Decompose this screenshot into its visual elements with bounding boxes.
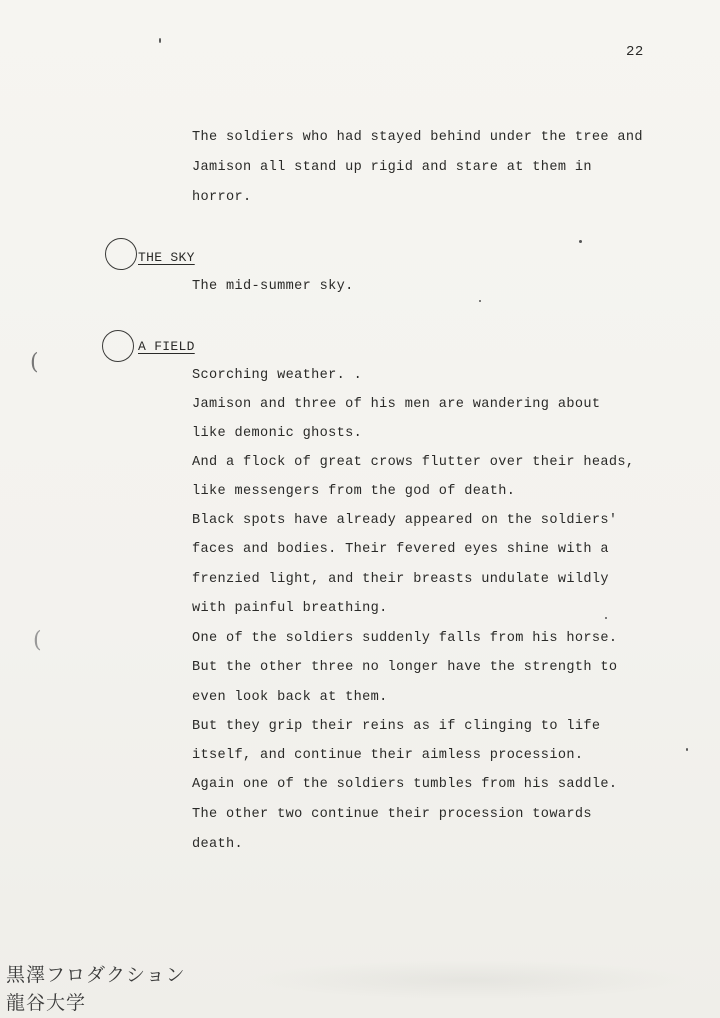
scene-marker-circle — [105, 238, 137, 270]
paper-smudge — [250, 960, 690, 1000]
scene-line: But the other three no longer have the strength to — [192, 660, 618, 675]
scene-line: itself, and continue their aimless procession. — [192, 748, 584, 763]
scene-line: But they grip their reins as if clinging to life — [192, 719, 601, 734]
intro-line: horror. — [192, 190, 252, 205]
scene-heading-sky: THE SKY — [138, 250, 195, 265]
scene-line: Again one of the soldiers tumbles from his saddle. — [192, 777, 618, 792]
scene-line: Black spots have already appeared on the soldiers' — [192, 513, 618, 528]
page-number: 22 — [626, 44, 644, 60]
paper-speck — [159, 38, 161, 43]
paper-speck — [579, 240, 582, 243]
margin-bracket-mark: ( — [30, 350, 39, 375]
scene-line: Scorching weather. . — [192, 368, 363, 383]
scene-heading-field: A FIELD — [138, 339, 195, 354]
scene-line: with painful breathing. — [192, 601, 388, 616]
margin-bracket-mark: ( — [33, 628, 42, 653]
scene-line: frenzied light, and their breasts undulate wildly — [192, 572, 609, 587]
scene-line: The other two continue their procession towards — [192, 807, 592, 822]
archive-watermark-line2: 龍谷大学 — [6, 992, 87, 1014]
scene-line: like demonic ghosts. — [192, 426, 363, 441]
paper-speck — [605, 617, 607, 619]
scene-line: even look back at them. — [192, 690, 388, 705]
scene-marker-circle — [102, 330, 134, 362]
scene-line: faces and bodies. Their fevered eyes shine with a — [192, 542, 609, 557]
scene-line: death. — [192, 837, 244, 852]
scene-line: like messengers from the god of death. — [192, 484, 516, 499]
scene-line: Jamison and three of his men are wandering about — [192, 397, 601, 412]
paper-speck — [479, 300, 481, 302]
scene-line: The mid-summer sky. — [192, 279, 354, 294]
intro-line: The soldiers who had stayed behind under the tree and — [192, 130, 643, 145]
paper-speck — [686, 748, 688, 751]
archive-watermark-line1: 黒澤フロダクション — [6, 964, 186, 986]
intro-line: Jamison all stand up rigid and stare at them in — [192, 160, 592, 175]
scene-line: And a flock of great crows flutter over their heads, — [192, 455, 635, 470]
scene-line: One of the soldiers suddenly falls from his horse. — [192, 631, 618, 646]
